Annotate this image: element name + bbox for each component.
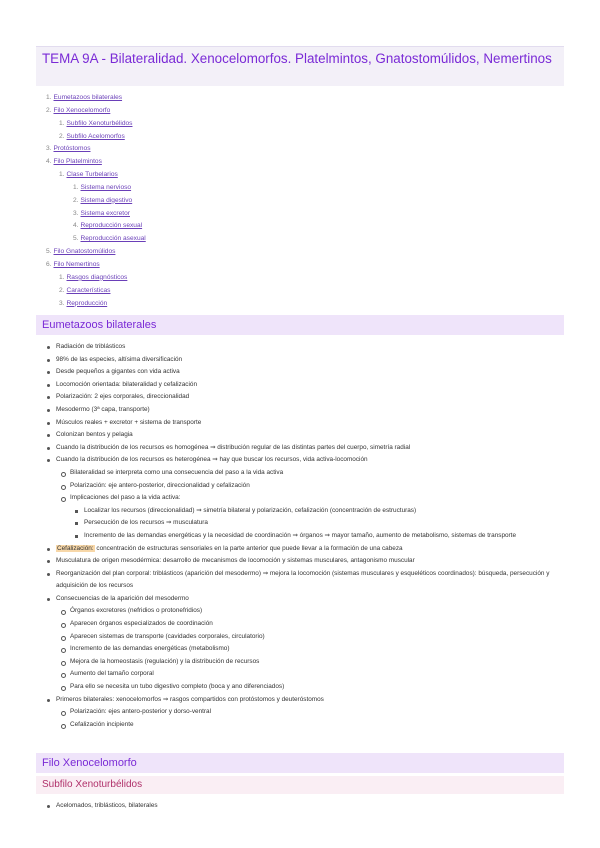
toc-item xyxy=(40,272,146,285)
toc-link[interactable]: Subfilo Xenoturbélidos xyxy=(66,119,133,127)
toc-item-number: 2. xyxy=(59,132,65,140)
list-item: Primeros bilaterales: xenocelomorfos ⇒ rasgos compartidos con protóstomos y deuteróstomos xyxy=(42,694,552,707)
list-item: Colonizan bentos y pelagia xyxy=(42,429,552,442)
toc-link[interactable]: Clase Turbelarios xyxy=(66,171,118,179)
toc-item xyxy=(40,233,146,246)
toc-item-number: 1. xyxy=(73,183,79,191)
list-item: Bilateralidad se interpreta como una consecuencia del paso a la vida activa xyxy=(42,467,552,480)
list-item: Polarización: ejes antero-posterior y dorso-ventral xyxy=(42,706,552,719)
list-item: Polarización: eje antero-posterior, direccionalidad y cefalización xyxy=(42,480,552,493)
toc-item-number: 2. xyxy=(73,196,79,204)
toc-item xyxy=(40,105,146,118)
toc-item-number: 4. xyxy=(73,222,79,230)
toc-item-number: 3. xyxy=(59,299,65,307)
toc-item xyxy=(40,195,146,208)
toc-item xyxy=(40,220,146,233)
toc-link[interactable]: Filo Nemertinos xyxy=(53,260,100,268)
toc-item xyxy=(40,118,146,131)
title-box xyxy=(36,46,564,86)
list-item: Aumento del tamaño corporal xyxy=(42,668,552,681)
toc-item xyxy=(40,259,146,272)
list-item: Consecuencias de la aparición del mesodermo xyxy=(42,593,552,606)
list-item: Localizar los recursos (direccionalidad) ⇒ simetría bilateral y polarización, cefalización (concentración de estructuras) xyxy=(42,505,552,518)
toc-link[interactable]: Protóstomos xyxy=(53,145,91,153)
toc-link[interactable]: Eumetazoos bilaterales xyxy=(53,94,123,101)
toc-item-number: 4. xyxy=(46,158,52,166)
toc-link[interactable]: Reproducción xyxy=(66,299,108,307)
list-item: Musculatura de origen mesodérmica: desarrollo de mecanismos de locomoción y sistemas musculares, antagonismo muscular xyxy=(42,555,552,568)
section-heading-xenocelomorfo: Filo Xenocelomorfo xyxy=(36,753,564,773)
toc-item xyxy=(40,131,146,144)
toc-item-number: 5. xyxy=(73,235,79,243)
list-item: Aparecen órganos especializados de coordinación xyxy=(42,618,552,631)
toc-item-number: 1. xyxy=(59,273,65,281)
list-item: Cuando la distribución de los recursos es homogénea ⇒ distribución regular de las distintas partes del cuerpo, simetría radial xyxy=(42,442,552,455)
list-item: Locomoción orientada: bilateralidad y cefalización xyxy=(42,379,552,392)
list-item: Reorganización del plan corporal: triblásticos (aparición del mesodermo) ⇒ mejora la locomoción (sistemas musculares y esqueléticos coordinados): búsqueda, persecución y adquisición de los recursos xyxy=(42,568,552,593)
list-item: 98% de las especies, altísima diversificación xyxy=(42,354,552,367)
toc-item xyxy=(40,246,146,259)
toc-item-number: 1. xyxy=(59,171,65,179)
list-item: Aparecen sistemas de transporte (cavidades corporales, circulatorio) xyxy=(42,631,552,644)
list-item: Radiación de triblásticos xyxy=(42,341,552,354)
list-item: Mejora de la homeostasis (regulación) y la distribución de recursos xyxy=(42,656,552,669)
toc-item xyxy=(40,92,146,105)
toc-item xyxy=(40,169,146,182)
toc-link[interactable]: Sistema digestivo xyxy=(80,196,133,204)
section-xenoturbelidos-list xyxy=(42,800,552,813)
list-item: Cefalización: concentración de estructuras sensoriales en la parte anterior que puede llevar a la formación de una cabeza xyxy=(42,543,552,556)
toc-item-number: 5. xyxy=(46,248,52,256)
toc-item xyxy=(40,143,146,156)
list-item: Acelomados, triblásticos, bilaterales xyxy=(42,800,552,813)
toc-item-number: 3. xyxy=(46,145,52,153)
toc-item-number: 1. xyxy=(59,119,65,127)
list-item: Incremento de las demandas energéticas (metabolismo) xyxy=(42,643,552,656)
list-item: Órganos excretores (nefridios o protonefridios) xyxy=(42,605,552,618)
list-item: Persecución de los recursos ⇒ musculatura xyxy=(42,517,552,530)
section-eumetazoos-list xyxy=(42,341,552,731)
list-item: Cuando la distribución de los recursos es heterogénea ⇒ hay que buscar los recursos, vida activa-locomoción xyxy=(42,454,552,467)
toc-item xyxy=(40,182,146,195)
list-item: Cefalización incipiente xyxy=(42,719,552,732)
toc-item-number: 6. xyxy=(46,260,52,268)
toc-item-number: 1. xyxy=(46,94,52,101)
table-of-contents xyxy=(40,92,146,310)
toc-item xyxy=(40,208,146,221)
toc-item xyxy=(40,156,146,169)
toc-link[interactable]: Subfilo Acelomorfos xyxy=(66,132,125,140)
toc-link[interactable]: Filo Gnatostomúlidos xyxy=(53,248,116,256)
section-heading-eumetazoos: Eumetazoos bilaterales xyxy=(36,315,564,335)
toc-item xyxy=(40,298,146,311)
toc-link[interactable]: Filo Xenocelomorfo xyxy=(53,106,111,114)
list-item: Desde pequeños a gigantes con vida activa xyxy=(42,366,552,379)
toc-link[interactable]: Sistema nervioso xyxy=(80,183,132,191)
page-title: TEMA 9A - Bilateralidad. Xenocelomorfos. Platelmintos, Gnatostomúlidos, Nemertinos xyxy=(42,51,552,66)
list-item: Mesodermo (3ª capa, transporte) xyxy=(42,404,552,417)
list-item: Incremento de las demandas energéticas y la necesidad de coordinación ⇒ órganos ⇒ mayor tamaño, aumento de metabolismo, sistemas de transporte xyxy=(42,530,552,543)
toc-link[interactable]: Reproducción asexual xyxy=(80,235,146,243)
list-item: Implicaciones del paso a la vida activa: xyxy=(42,492,552,505)
highlighted-term: Cefalización: xyxy=(57,544,94,552)
toc-link[interactable]: Filo Platelmintos xyxy=(53,158,102,166)
toc-link[interactable]: Sistema excretor xyxy=(80,209,130,217)
toc-item-number: 2. xyxy=(46,106,52,114)
toc-item-number: 3. xyxy=(73,209,79,217)
list-item: Para ello se necesita un tubo digestivo completo (boca y ano diferenciados) xyxy=(42,681,552,694)
subsection-heading-xenoturbelidos: Subfilo Xenoturbélidos xyxy=(36,776,564,794)
list-item: Polarización: 2 ejes corporales, direccionalidad xyxy=(42,391,552,404)
toc-item xyxy=(40,285,146,298)
toc-link[interactable]: Características xyxy=(66,286,111,294)
toc-link[interactable]: Rasgos diagnósticos xyxy=(66,273,128,281)
toc-item-number: 2. xyxy=(59,286,65,294)
list-item: Músculos reales + excretor + sistema de transporte xyxy=(42,417,552,430)
toc-link[interactable]: Reproducción sexual xyxy=(80,222,143,230)
